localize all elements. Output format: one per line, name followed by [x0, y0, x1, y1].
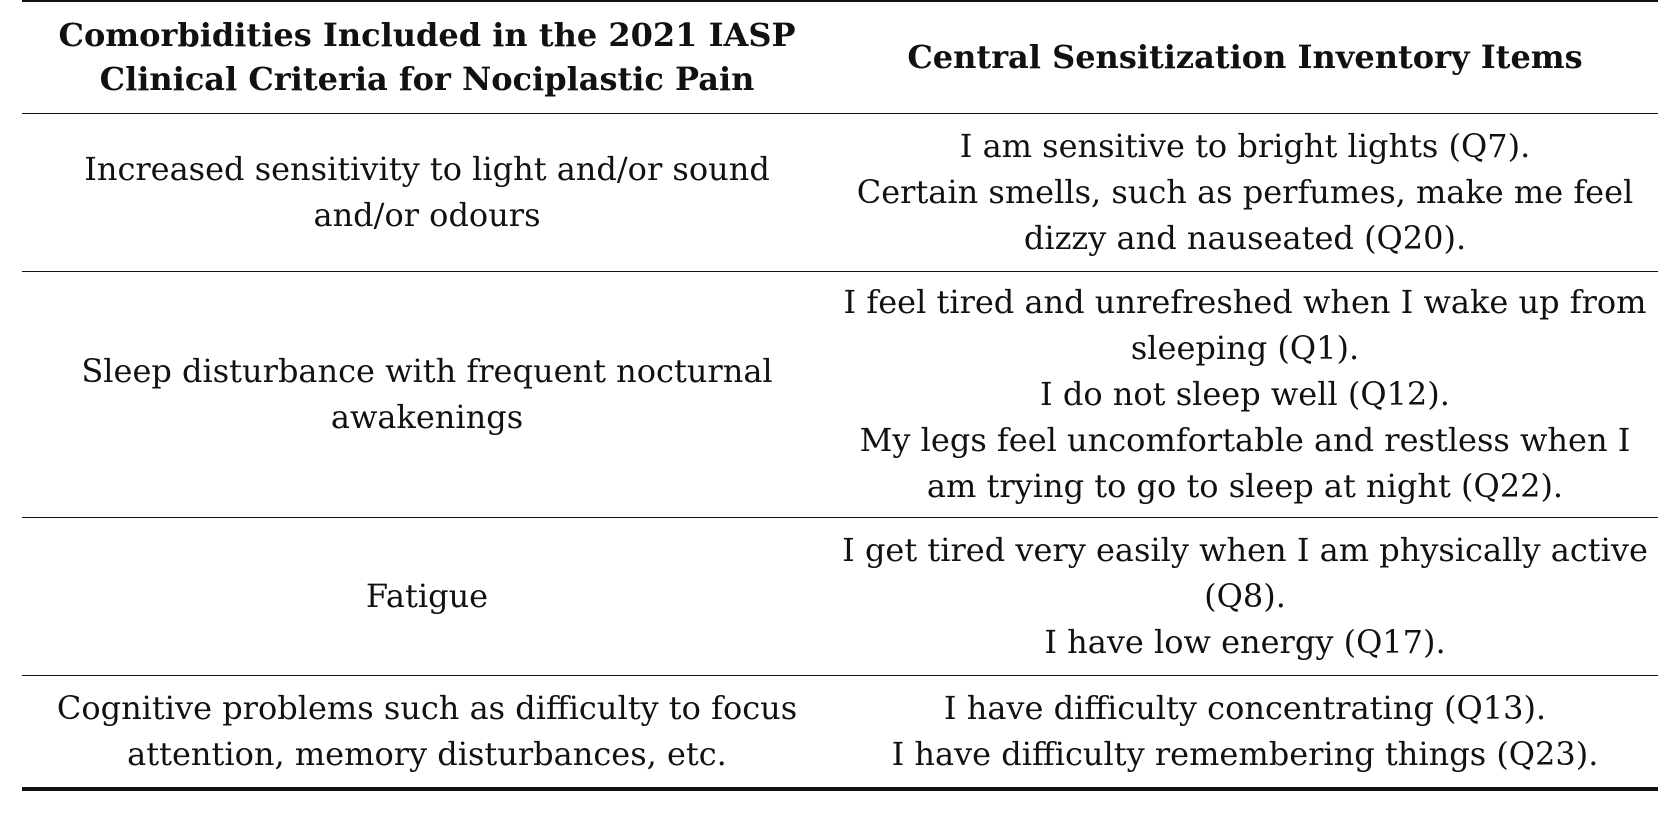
comorbidity-cell: Sleep disturbance with frequent nocturnal awakenings	[22, 271, 832, 517]
csi-item: I get tired very easily when I am physically active (Q8).	[842, 531, 1648, 615]
comorbidity-csi-table	[22, 0, 1658, 791]
column-header-comorbidities: Comorbidities Included in the 2021 IASP Clinical Criteria for Nociplastic Pain	[22, 1, 832, 113]
csi-item: Certain smells, such as perfumes, make me feel dizzy and nauseated (Q20).	[856, 173, 1634, 257]
csi-item: I have difficulty remembering things (Q23).	[891, 735, 1599, 774]
csi-item: I do not sleep well (Q12).	[1040, 375, 1450, 413]
table-row	[22, 675, 1658, 789]
csi-items-cell	[832, 271, 1658, 517]
table-body	[22, 113, 1658, 789]
table-header	[22, 1, 1658, 113]
csi-items-cell	[832, 113, 1658, 271]
header-row	[22, 1, 1658, 113]
csi-item: I have low energy (Q17).	[1044, 623, 1446, 661]
table-row	[22, 271, 1658, 517]
table-row	[22, 113, 1658, 271]
column-header-csi-items: Central Sensitization Inventory Items	[832, 1, 1658, 113]
csi-item: My legs feel uncomfortable and restless when I am trying to go to sleep at night (Q22).	[859, 421, 1631, 505]
table-row	[22, 517, 1658, 675]
comorbidity-cell: Fatigue	[22, 517, 832, 675]
csi-item: I am sensitive to bright lights (Q7).	[959, 127, 1531, 165]
csi-item: I have difficulty concentrating (Q13).	[943, 689, 1547, 728]
csi-items-cell	[832, 675, 1658, 789]
csi-item: I feel tired and unrefreshed when I wake up from sleeping (Q1).	[843, 283, 1647, 367]
comorbidity-cell: Increased sensitivity to light and/or sound and/or odours	[84, 150, 770, 234]
csi-items-cell	[832, 517, 1658, 675]
comorbidity-cell: Cognitive problems such as difficulty to focus attention, memory disturbances, etc.	[22, 675, 832, 789]
comorbidity-table-container	[22, 0, 1658, 791]
